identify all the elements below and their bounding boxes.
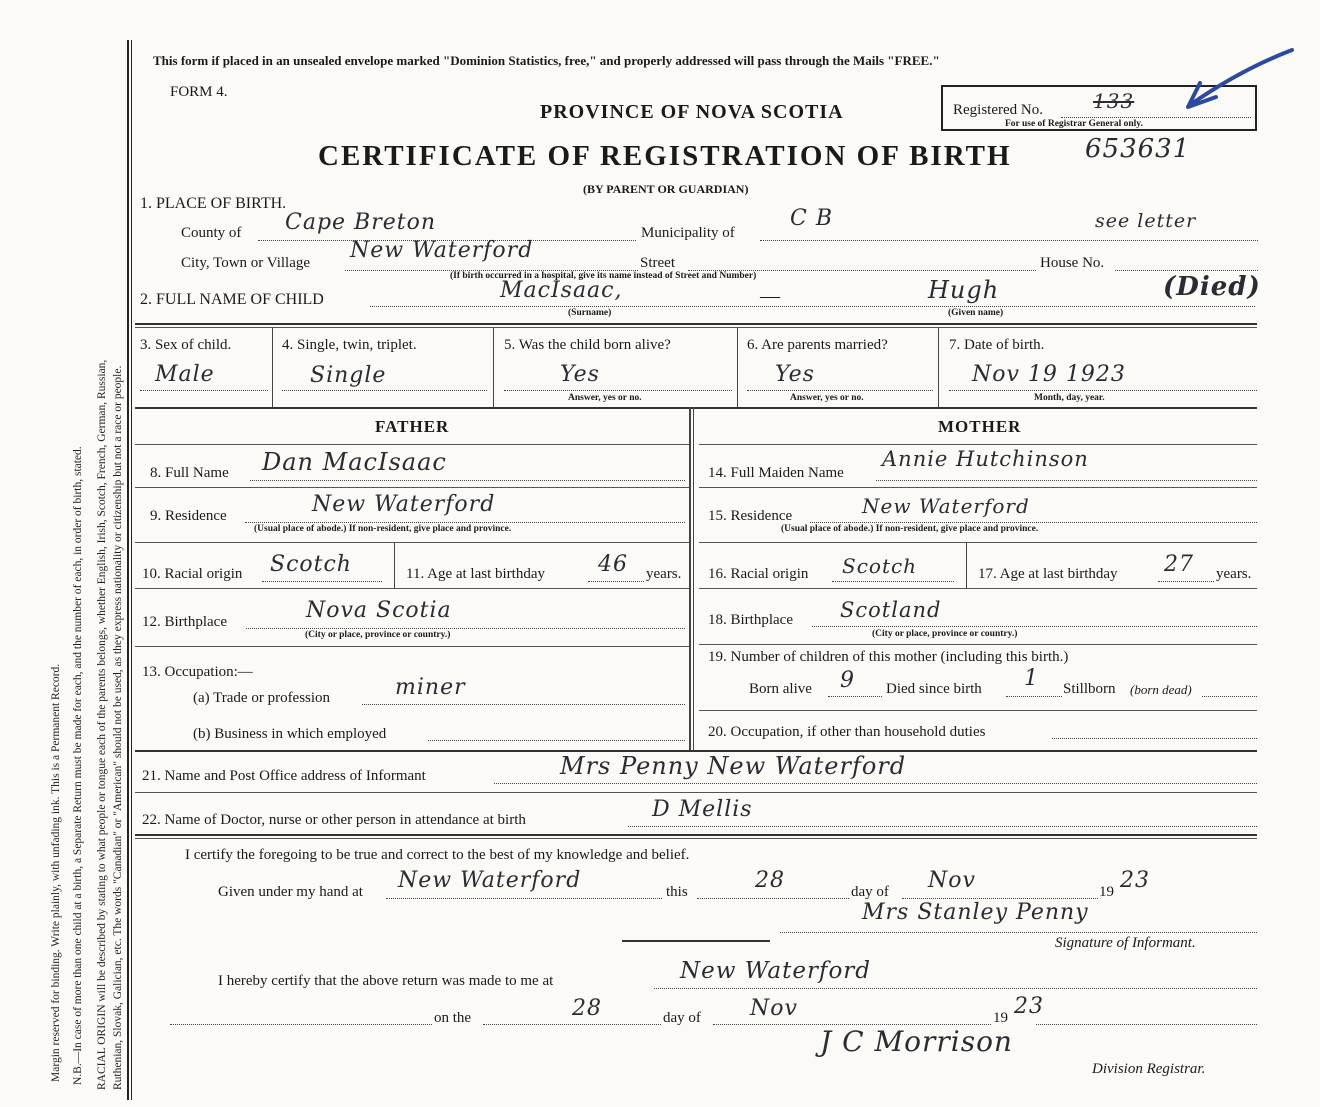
mother-racial-label: 16. Racial origin bbox=[708, 566, 809, 582]
day-value: 28 bbox=[755, 868, 785, 893]
given-name-note: (Given name) bbox=[948, 308, 1004, 318]
certificate-title: CERTIFICATE OF REGISTRATION OF BIRTH bbox=[318, 140, 1012, 172]
mother-age-label: 17. Age at last birthday bbox=[978, 566, 1118, 582]
mother-residence-value: New Waterford bbox=[862, 494, 1030, 518]
on-the-label: on the bbox=[434, 1010, 472, 1026]
municipality-label: Municipality of bbox=[641, 225, 735, 241]
hospital-note: (If birth occurred in a hospital, give its name instead of Street and Number) bbox=[450, 271, 757, 281]
day-of-label: day of bbox=[851, 884, 889, 900]
father-racial-value: Scotch bbox=[270, 552, 352, 577]
margin-note-4: Ruthenian, Slovak, Galician, etc. The words "Canadian" or "American" should not be used, as they express nationality or citizenship but not a race or people. bbox=[112, 365, 124, 1090]
stillborn-label: Stillborn bbox=[1063, 681, 1116, 697]
mother-age-unit: years. bbox=[1216, 566, 1252, 582]
single-twin-value: Single bbox=[310, 363, 387, 388]
informant-label: 21. Name and Post Office address of Informant bbox=[142, 768, 426, 784]
given-place-value: New Waterford bbox=[398, 868, 582, 893]
father-residence-label: 9. Residence bbox=[150, 508, 227, 524]
father-residence-note: (Usual place of abode.) If non-resident, give place and province. bbox=[254, 524, 512, 534]
mother-birthplace-label: 18. Birthplace bbox=[708, 612, 793, 628]
father-name-label: 8. Full Name bbox=[150, 465, 229, 481]
registrar-signature-label: Division Registrar. bbox=[1092, 1061, 1206, 1077]
registrar-year-prefix: 19 bbox=[993, 1010, 1008, 1026]
mother-heading: MOTHER bbox=[938, 417, 1022, 436]
father-trade-value: miner bbox=[395, 675, 466, 700]
father-age-value: 46 bbox=[598, 552, 628, 577]
dob-note: Month, day, year. bbox=[1034, 393, 1105, 403]
father-residence-value: New Waterford bbox=[312, 492, 496, 517]
father-name-value: Dan MacIsaac bbox=[262, 448, 447, 476]
father-racial-label: 10. Racial origin bbox=[142, 566, 243, 582]
house-label: House No. bbox=[1040, 255, 1105, 271]
mother-occupation-label: 20. Occupation, if other than household duties bbox=[708, 724, 986, 740]
parents-married-value: Yes bbox=[775, 362, 815, 387]
father-heading: FATHER bbox=[375, 417, 450, 436]
mail-note: This form if placed in an unsealed envelope marked "Dominion Statistics, free," and properly addressed will pass through the Mails "FREE." bbox=[153, 53, 940, 68]
single-twin-label: 4. Single, twin, triplet. bbox=[282, 337, 417, 353]
father-age-unit: years. bbox=[646, 566, 682, 582]
doctor-label: 22. Name of Doctor, nurse or other person in attendance at birth bbox=[142, 812, 526, 828]
born-alive-count-label: Born alive bbox=[749, 681, 812, 697]
registrar-day-of-label: day of bbox=[663, 1010, 701, 1026]
dob-value: Nov 19 1923 bbox=[972, 362, 1126, 387]
parents-married-label: 6. Are parents married? bbox=[747, 337, 888, 353]
born-alive-label: 5. Was the child born alive? bbox=[504, 337, 671, 353]
street-label: Street bbox=[640, 255, 675, 271]
mother-age-value: 27 bbox=[1164, 552, 1194, 577]
form-number: FORM 4. bbox=[170, 84, 228, 100]
sex-value: Male bbox=[155, 362, 215, 387]
child-name-label: 2. FULL NAME OF CHILD bbox=[140, 291, 324, 308]
born-alive-value: Yes bbox=[560, 362, 600, 387]
municipality-extra: see letter bbox=[1095, 210, 1197, 232]
mother-residence-note: (Usual place of abode.) If non-resident, give place and province. bbox=[781, 524, 1039, 534]
registered-value: 133 bbox=[1093, 89, 1135, 113]
certificate-subtitle: (BY PARENT OR GUARDIAN) bbox=[583, 182, 749, 196]
children-count-label: 19. Number of children of this mother (including this birth.) bbox=[708, 649, 1069, 665]
born-alive-note: Answer, yes or no. bbox=[568, 393, 642, 403]
registered-label: Registered No. bbox=[953, 102, 1043, 118]
father-birthplace-note: (City or place, province or country.) bbox=[305, 630, 451, 640]
died-since-birth-value: 1 bbox=[1024, 666, 1039, 691]
city-value: New Waterford bbox=[350, 238, 534, 263]
this-label: this bbox=[666, 884, 688, 900]
mother-name-value: Annie Hutchinson bbox=[882, 447, 1089, 471]
father-age-label: 11. Age at last birthday bbox=[406, 566, 545, 582]
mother-residence-label: 15. Residence bbox=[708, 508, 793, 524]
child-given-value: Hugh bbox=[928, 276, 1000, 304]
doctor-value: D Mellis bbox=[652, 797, 753, 822]
dob-label: 7. Date of birth. bbox=[949, 337, 1045, 353]
stillborn-note: (born dead) bbox=[1130, 682, 1192, 697]
margin-rule-2 bbox=[131, 40, 132, 1100]
mother-name-label: 14. Full Maiden Name bbox=[708, 465, 844, 481]
father-birthplace-label: 12. Birthplace bbox=[142, 614, 227, 630]
place-of-birth-heading: 1. PLACE OF BIRTH. bbox=[140, 195, 287, 212]
informant-value: Mrs Penny New Waterford bbox=[560, 752, 907, 780]
registrar-year-value: 23 bbox=[1014, 994, 1044, 1019]
father-business-label: (b) Business in which employed bbox=[193, 726, 387, 742]
margin-note-2: N.B.—In case of more than one child at a birth, a Separate Return must be made for each, and the number of each, in order of birth, stated. bbox=[72, 446, 84, 1085]
registrar-day-value: 28 bbox=[572, 996, 602, 1021]
registrar-month-value: Nov bbox=[750, 996, 798, 1021]
margin-note-1: Margin reserved for binding. Write plainly, with unfading ink. This is a Permanent Record. bbox=[50, 663, 62, 1082]
registrar-signature: J C Morrison bbox=[820, 1025, 1013, 1058]
check-mark-icon bbox=[1180, 45, 1300, 115]
city-label: City, Town or Village bbox=[181, 255, 311, 271]
registered-note: For use of Registrar General only. bbox=[1005, 119, 1143, 129]
registrar-place-value: New Waterford bbox=[680, 958, 872, 984]
sex-label: 3. Sex of child. bbox=[140, 337, 232, 353]
mother-birthplace-value: Scotland bbox=[840, 598, 942, 622]
father-trade-label: (a) Trade or profession bbox=[193, 690, 331, 706]
died-since-birth-label: Died since birth bbox=[886, 681, 982, 697]
father-birthplace-value: Nova Scotia bbox=[306, 598, 452, 623]
margin-note-3: RACIAL ORIGIN will be described by stating to what people or tongue each of the parents belongs, whether English, Irish, Scotch, French, German, Russian, bbox=[96, 359, 108, 1090]
informant-signature: Mrs Stanley Penny bbox=[862, 900, 1089, 925]
registrar-statement: I hereby certify that the above return was made to me at bbox=[218, 973, 554, 989]
county-value: Cape Breton bbox=[285, 210, 437, 235]
mother-birthplace-note: (City or place, province or country.) bbox=[872, 629, 1018, 639]
certificate-number: 653631 bbox=[1085, 134, 1191, 164]
name-dash: — bbox=[760, 285, 780, 307]
surname-note: (Surname) bbox=[568, 308, 612, 318]
child-surname-value: MacIsaac, bbox=[500, 278, 623, 303]
municipality-value: C B bbox=[790, 206, 833, 231]
mother-racial-value: Scotch bbox=[842, 554, 918, 578]
child-name-extra: (Died) bbox=[1163, 272, 1261, 302]
province-title: PROVINCE OF NOVA SCOTIA bbox=[540, 101, 844, 123]
certify-statement: I certify the foregoing to be true and correct to the best of my knowledge and belief. bbox=[185, 847, 690, 863]
born-alive-count-value: 9 bbox=[840, 668, 855, 693]
year-prefix: 19 bbox=[1099, 884, 1114, 900]
informant-signature-label: Signature of Informant. bbox=[1055, 935, 1196, 951]
month-value: Nov bbox=[928, 868, 976, 893]
county-label: County of bbox=[181, 225, 242, 241]
given-under-label: Given under my hand at bbox=[218, 884, 363, 900]
margin-rule bbox=[127, 40, 129, 1100]
year-value: 23 bbox=[1120, 868, 1150, 893]
parents-married-note: Answer, yes or no. bbox=[790, 393, 864, 403]
father-occupation-label: 13. Occupation:— bbox=[142, 664, 253, 680]
